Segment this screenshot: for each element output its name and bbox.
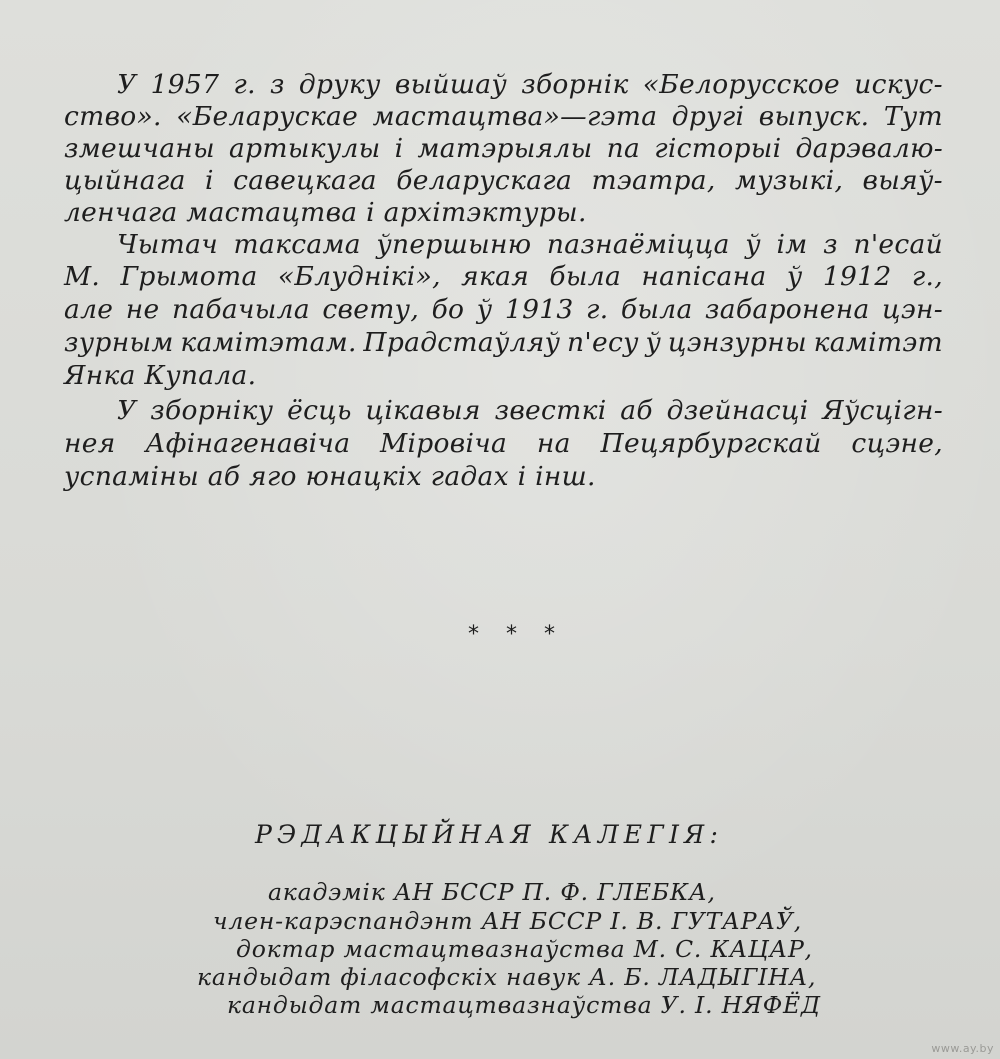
board-member: кандыдат філасофскіх навук А. Б. ЛАДЫГІНА, (197, 963, 817, 991)
word: якая (461, 261, 530, 292)
word: напісана (641, 261, 767, 292)
text-line: успаміны аб яго юнацкіх гадах і інш. (64, 461, 596, 492)
word: У (117, 69, 137, 100)
word: ёсць (287, 395, 352, 426)
text-line (64, 327, 943, 358)
word: Тут (883, 101, 943, 132)
word: ўпершыню (376, 229, 532, 260)
word: цэнзурны (667, 327, 807, 358)
word: п'есу (567, 327, 639, 358)
word: 1957 (150, 69, 220, 100)
word: Міровіча (380, 428, 508, 459)
word: искус- (854, 69, 943, 100)
word: У (117, 395, 137, 426)
text-line (117, 229, 943, 260)
word: савецкага (233, 165, 377, 196)
text-line (117, 69, 943, 100)
word: мастацтва»—гэта (372, 101, 658, 132)
word: змешчаны (64, 133, 215, 164)
word: камітэтам. (180, 327, 357, 358)
text-line (64, 428, 943, 459)
word: г., (911, 261, 943, 292)
word: Яўсцігн- (822, 395, 943, 426)
word: другі (671, 101, 745, 132)
word: «Белорусское (642, 69, 841, 100)
word: ў (786, 261, 803, 292)
word: не (125, 294, 160, 325)
word: з (823, 229, 838, 260)
word: таксама (233, 229, 361, 260)
word: Чытач (117, 229, 218, 260)
text-line (64, 294, 943, 325)
word: цэн- (882, 294, 943, 325)
word: выйшаў (394, 69, 508, 100)
text-line (64, 133, 943, 164)
text-line (117, 395, 943, 426)
editorial-board-heading: РЭДАКЦЫЙНАЯ КАЛЕГІЯ: (255, 820, 724, 849)
word: матэрыялы (417, 133, 593, 164)
word: дзейнасці (666, 395, 809, 426)
text-line (64, 101, 943, 132)
text-line: ленчага мастацтва і архітэктуры. (64, 197, 587, 228)
text-line: Янка Купала. (64, 360, 257, 391)
word: па (606, 133, 641, 164)
word: з (269, 69, 285, 100)
board-member: член-карэспандэнт АН БССР І. В. ГУТАРАЎ, (213, 907, 803, 935)
word: друку (298, 69, 381, 100)
word: але (64, 294, 114, 325)
text-line (64, 261, 943, 292)
word: зборніку (150, 395, 274, 426)
word: ў (645, 327, 662, 358)
word: камітэт (813, 327, 943, 358)
word: ў (476, 294, 493, 325)
word: на (536, 428, 571, 459)
board-member: акадэмік АН БССР П. Ф. ГЛЕБКА, (268, 878, 716, 906)
word: Грымота (120, 261, 258, 292)
word: ім (776, 229, 808, 260)
word: зурным (64, 327, 174, 358)
word: цыйнага (64, 165, 186, 196)
word: і (394, 133, 404, 164)
word: п'есай (853, 229, 943, 260)
word: 1913 (504, 294, 574, 325)
word: сцэне, (851, 428, 943, 459)
word: была (620, 294, 693, 325)
word: г. (586, 294, 609, 325)
word: «Беларускае (176, 101, 359, 132)
board-member: доктар мастацтвазнаўства М. С. КАЦАР, (236, 935, 813, 963)
word: была (549, 261, 622, 292)
section-separator: * * * (468, 622, 565, 647)
word: ў (745, 229, 761, 260)
word: тэатра, (591, 165, 716, 196)
word: аб (620, 395, 653, 426)
word: Афінагенавіча (145, 428, 351, 459)
word: Пецярбургскай (600, 428, 822, 459)
word: 1912 (822, 261, 892, 292)
word: артыкулы (229, 133, 381, 164)
word: звесткі (494, 395, 607, 426)
word: цікавыя (365, 395, 481, 426)
word: зборнік (521, 69, 629, 100)
word: бо (431, 294, 465, 325)
word: гісторыі (654, 133, 782, 164)
word: г. (233, 69, 256, 100)
word: ство». (64, 101, 162, 132)
text-line (64, 165, 943, 196)
word: «Блуднікі», (277, 261, 441, 292)
word: дарэвалю- (795, 133, 943, 164)
word: нея (64, 428, 116, 459)
word: і (205, 165, 214, 196)
board-member: кандыдат мастацтвазнаўства У. І. НЯФЁД (227, 991, 821, 1019)
watermark-text: www.ay.by (931, 1042, 994, 1055)
word: М. (64, 261, 101, 292)
word: пазнаёміцца (546, 229, 730, 260)
word: выпуск. (758, 101, 870, 132)
word: беларускага (396, 165, 573, 196)
word: свету, (322, 294, 420, 325)
word: выяў- (862, 165, 943, 196)
word: Прадстаўляў (363, 327, 561, 358)
word: пабачыла (171, 294, 310, 325)
word: музыкі, (734, 165, 844, 196)
word: забаронена (705, 294, 870, 325)
